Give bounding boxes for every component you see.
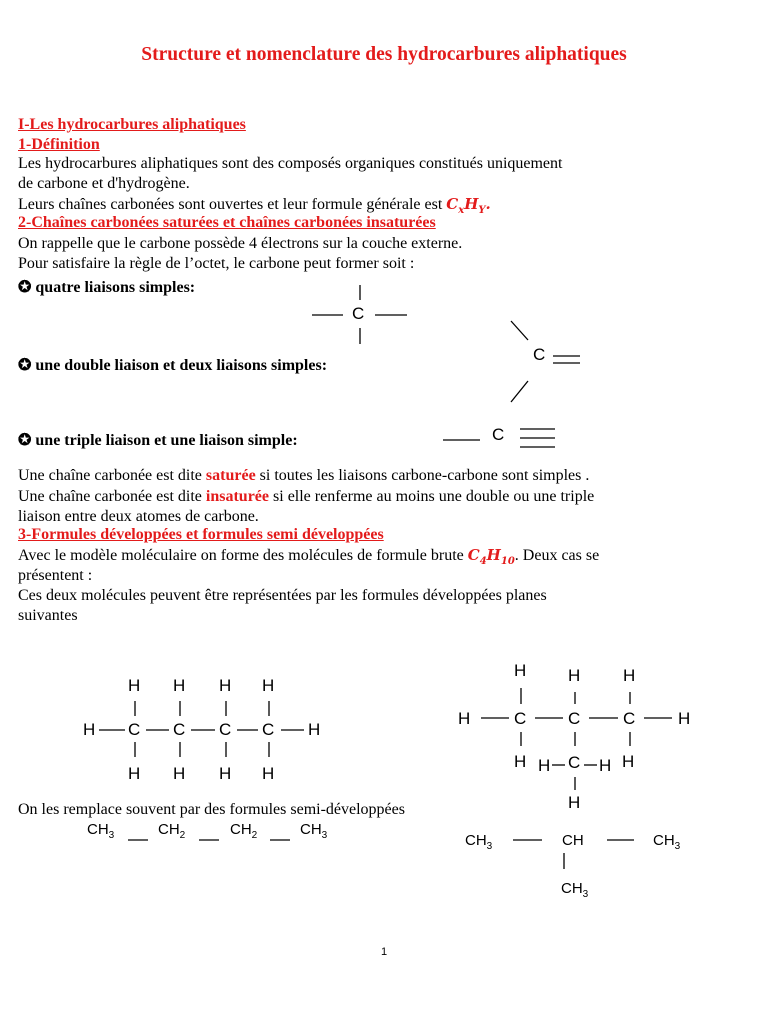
- atom-c: C: [128, 720, 141, 739]
- carbon-double-bond: C: [533, 345, 546, 364]
- atom-c: C: [219, 720, 232, 739]
- bullet-star-icon: ✪: [18, 432, 32, 449]
- carbon-tetrahedral: C: [352, 304, 365, 323]
- atom-h: H: [308, 720, 321, 739]
- atom-c: C: [623, 709, 636, 728]
- saturee-definition: Une chaîne carbonée est dite saturée si toutes les liaisons carbone-carbone sont simples .: [18, 467, 590, 484]
- group-ch3: $CH_3$: [465, 832, 493, 852]
- bullet-triple-liaison: ✪ une triple liaison et une liaison simple:: [18, 432, 298, 449]
- atom-h: H: [128, 764, 141, 783]
- subsection-heading-formulas: 3-Formules développées et formules semi développées: [18, 526, 384, 543]
- atom-h: H: [173, 676, 186, 695]
- carbon-triple-bond: C: [492, 425, 505, 444]
- definition-line-3-text: Leurs chaînes carbonées sont ouvertes et leur formule générale est: [18, 196, 443, 213]
- atom-h: H: [128, 676, 141, 695]
- definition-line-1: Les hydrocarbures aliphatiques sont des composés organiques constitués uniquement: [18, 155, 563, 172]
- brute-formula: $C_4H_{10}$: [467, 546, 515, 567]
- atom-c: C: [568, 709, 581, 728]
- group-ch3: $CH_3$: [87, 821, 115, 841]
- chains-line-1: On rappelle que le carbone possède 4 électrons sur la couche externe.: [18, 235, 463, 252]
- bullet-star-icon: ✪: [18, 357, 32, 374]
- atom-h: H: [538, 756, 551, 775]
- bullet-double-liaison: ✪ une double liaison et deux liaisons simples:: [18, 357, 328, 374]
- atom-h: H: [623, 666, 636, 685]
- general-formula: $C_xH_Y$.: [446, 195, 491, 216]
- group-ch2: $CH_2$: [158, 821, 186, 841]
- atom-h: H: [678, 709, 691, 728]
- atom-h: H: [514, 661, 527, 680]
- formulas-line-1: Avec le modèle moléculaire on forme des molécules de formule brute $C_4H_{10}$. Deux cas se: [18, 546, 600, 567]
- group-ch3: $CH_3$: [653, 832, 681, 852]
- insaturee-definition-line-2: liaison entre deux atomes de carbone.: [18, 508, 259, 525]
- subsection-heading-chains: 2-Chaînes carbonées saturées et chaînes carbonées insaturées: [18, 214, 436, 231]
- saturee-keyword: saturée: [205, 467, 256, 484]
- definition-line-2: de carbone et d'hydrogène.: [18, 175, 190, 192]
- atom-h: H: [568, 666, 581, 685]
- atom-h: H: [219, 676, 232, 695]
- chains-line-2: Pour satisfaire la règle de l’octet, le carbone peut former soit :: [18, 255, 415, 272]
- atom-c: C: [514, 709, 527, 728]
- group-ch2: $CH_2$: [230, 821, 258, 841]
- formulas-line-4: suivantes: [18, 607, 78, 624]
- insaturee-definition: Une chaîne carbonée est dite insaturée si elle renferme au moins une double ou une triple: [18, 488, 595, 505]
- page-number: 1: [380, 946, 388, 958]
- group-ch3: $CH_3$: [561, 880, 589, 900]
- atom-h: H: [83, 720, 96, 739]
- insaturee-keyword: insaturée: [205, 488, 270, 505]
- atom-h: H: [622, 752, 635, 771]
- subsection-heading-definition: 1-Définition: [18, 136, 100, 153]
- section-heading-1: I-Les hydrocarbures aliphatiques: [18, 116, 246, 133]
- atom-c: C: [568, 753, 581, 772]
- group-ch: CH: [562, 832, 584, 849]
- atom-h: H: [173, 764, 186, 783]
- group-ch3: $CH_3$: [300, 821, 328, 841]
- page-title: Structure et nomenclature des hydrocarbures aliphatiques: [141, 44, 627, 65]
- semi-developed-intro: On les remplace souvent par des formules semi-développées: [18, 801, 405, 818]
- atom-h: H: [262, 676, 275, 695]
- atom-c: C: [262, 720, 275, 739]
- atom-c: C: [173, 720, 186, 739]
- atom-h: H: [599, 756, 612, 775]
- atom-h: H: [219, 764, 232, 783]
- bullet-star-icon: ✪: [18, 279, 32, 296]
- formulas-line-3: Ces deux molécules peuvent être représentées par les formules développées planes: [18, 587, 547, 604]
- atom-h: H: [458, 709, 471, 728]
- atom-h: H: [568, 793, 581, 812]
- bullet-quatre-liaisons: ✪ quatre liaisons simples:: [18, 279, 196, 296]
- atom-h: H: [514, 752, 527, 771]
- atom-h: H: [262, 764, 275, 783]
- formulas-line-2: présentent :: [18, 567, 93, 584]
